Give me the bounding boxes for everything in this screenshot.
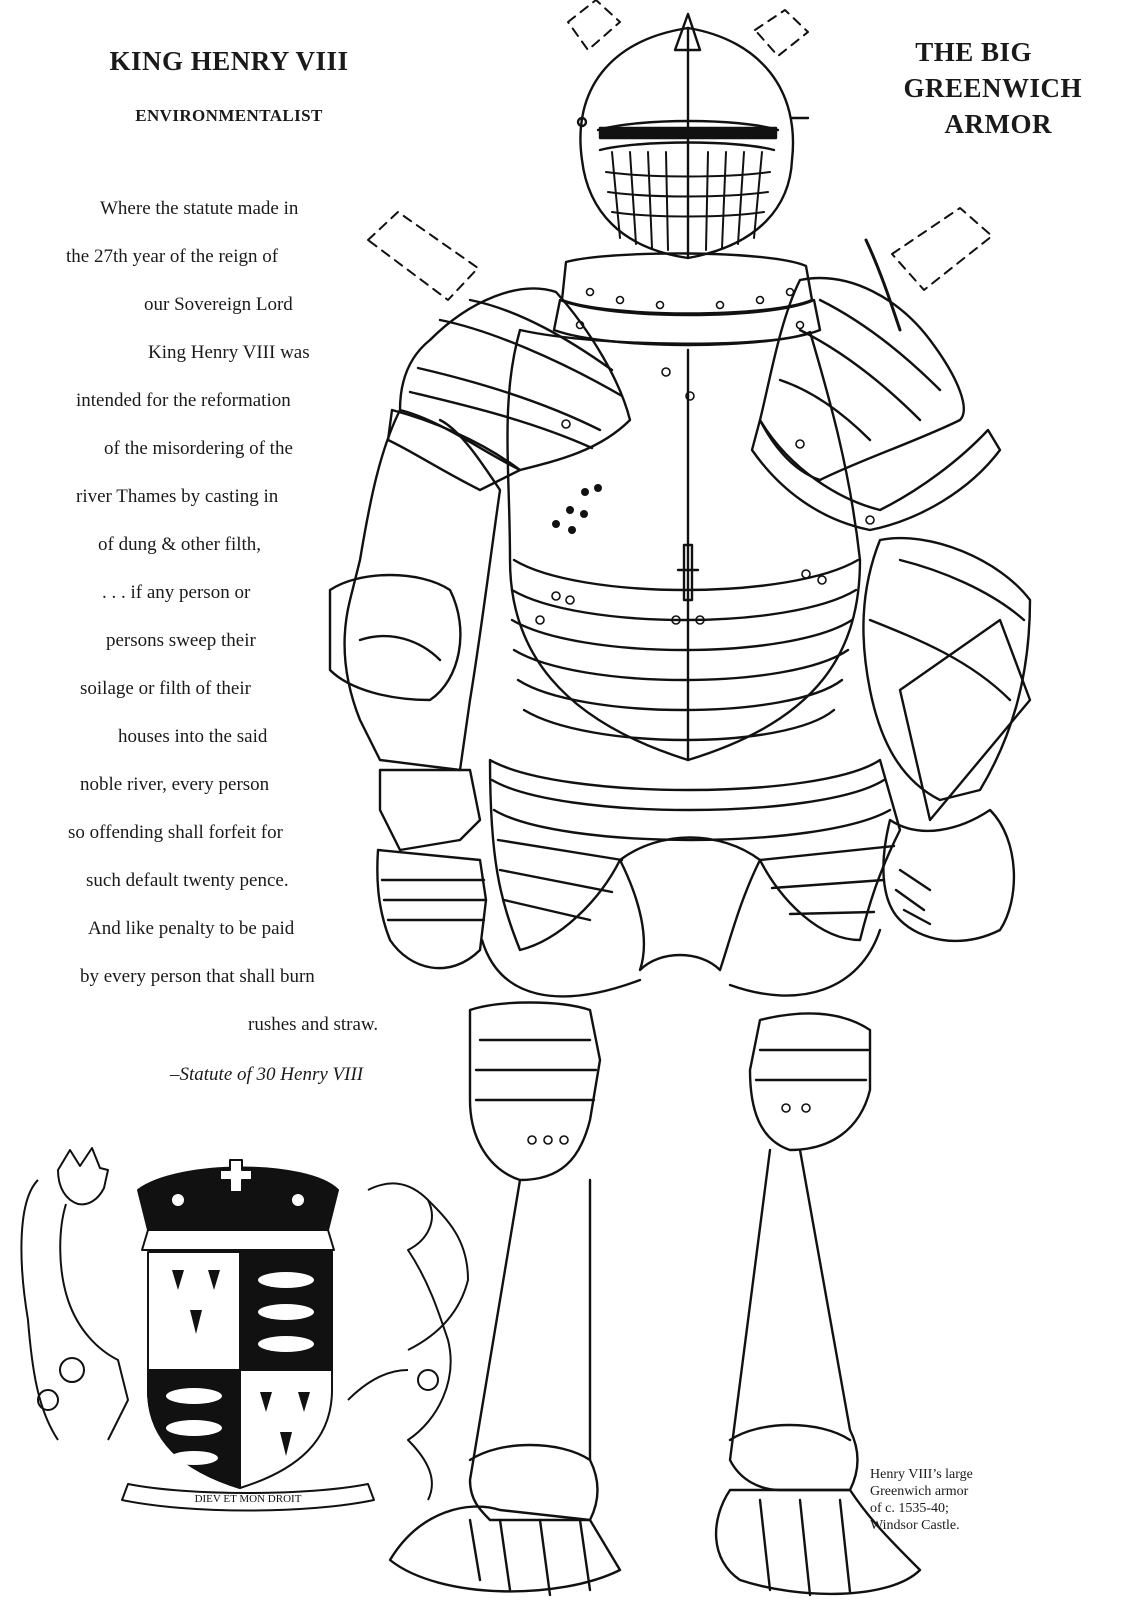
statute-line: intended for the reformation	[76, 390, 291, 411]
motto-text: DIEV ET MON DROIT	[194, 1493, 302, 1505]
crown	[138, 1160, 338, 1250]
armor-title-line-2: GREENWICH	[903, 73, 1082, 103]
statute-line: soilage or filth of their	[80, 678, 251, 699]
statute-line: And like penalty to be paid	[88, 918, 295, 939]
statute-line: Where the statute made in	[100, 198, 299, 219]
statute-line: houses into the said	[118, 726, 268, 747]
caption-line-3: of c. 1535-40;	[870, 1501, 949, 1516]
statute-line: noble river, every person	[80, 774, 270, 795]
caption-line-1: Henry VIII’s large	[870, 1467, 973, 1482]
lion-supporter	[21, 1148, 128, 1440]
statute-line: river Thames by casting in	[76, 486, 279, 507]
armor-title-line-3: ARMOR	[944, 109, 1052, 139]
caption-line-2: Greenwich armor	[870, 1484, 969, 1499]
breastplate	[508, 330, 861, 760]
statute-line: the 27th year of the reign of	[66, 246, 279, 267]
statute-line: rushes and straw.	[248, 1014, 379, 1035]
statute-line: . . . if any person or	[102, 582, 251, 603]
right-arm	[863, 538, 1030, 941]
statute-line: persons sweep their	[106, 630, 256, 651]
statute-attribution: –Statute of 30 Henry VIII	[170, 1064, 364, 1085]
cutout-tabs	[368, 0, 992, 300]
statute-line: so offending shall forfeit for	[68, 822, 283, 843]
statute-line: King Henry VIII was	[148, 342, 310, 363]
dragon-supporter	[348, 1183, 468, 1500]
statute-line: by every person that shall burn	[80, 966, 315, 987]
armor-title-line-1: THE BIG	[915, 37, 1032, 67]
page-title: KING HENRY VIII	[109, 46, 349, 76]
shield	[148, 1252, 332, 1488]
statute-line: of the misordering of the	[104, 438, 293, 459]
armor-caption	[870, 1466, 973, 1534]
statute-line: such default twenty pence.	[86, 870, 289, 891]
statute-line: of dung & other filth,	[98, 534, 262, 555]
left-arm	[330, 410, 500, 968]
page-subtitle: ENVIRONMENTALIST	[135, 106, 323, 125]
right-pauldron	[752, 240, 1000, 530]
statute-line: our Sovereign Lord	[144, 294, 293, 315]
faulds	[482, 760, 900, 996]
caption-line-4: Windsor Castle.	[870, 1518, 960, 1533]
royal-coat-of-arms	[8, 1140, 478, 1520]
